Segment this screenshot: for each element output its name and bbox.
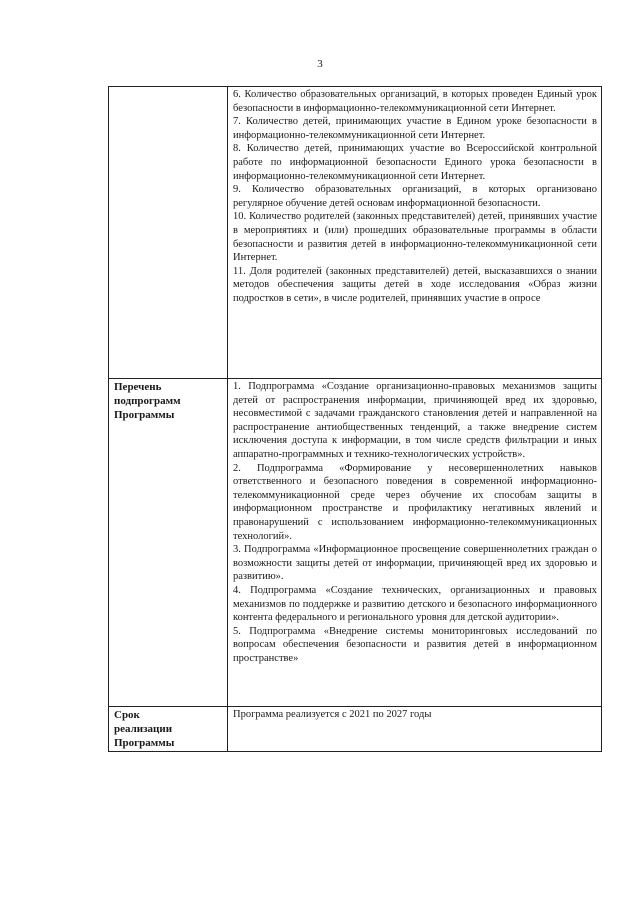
subprogram-item: 5. Подпрограмма «Внедрение системы мониторинговых исследований по вопросам обеспечения безопасности и развития детей в информационном пространстве» — [233, 625, 597, 664]
page-number: 3 — [317, 58, 323, 70]
label-line: Перечень — [114, 381, 162, 393]
table-row-subprograms — [109, 379, 602, 707]
row-content-term — [228, 707, 602, 752]
program-passport-table — [108, 86, 602, 752]
label-line: Срок — [114, 709, 140, 721]
label-line: Программы — [114, 737, 175, 749]
table-row-term — [109, 707, 602, 752]
row-label-subprograms — [109, 379, 228, 707]
term-text: Программа реализуется с 2021 по 2027 годы — [233, 709, 432, 720]
indicator-item: 8. Количество детей, принимающих участие во Всероссийской контрольной работе по информационной безопасности Единого урока безопасности в информационно-телекоммуникационной сети Интернет. — [233, 143, 597, 182]
row-content-subprograms — [228, 379, 602, 707]
subprogram-item: 2. Подпрограмма «Формирование у несовершеннолетних навыков ответственного и безопасного поведения в современной информационно-телекоммуникационной среде через обучение их способам защиты в информационном пространстве и профилактику негативных явлений и правонарушений с использованием информационно-телекоммуникационных технологий». — [233, 462, 597, 542]
indicator-item: 6. Количество образовательных организаций, в которых проведен Единый урок безопасности в информационно-телекоммуникационной сети Интернет. — [233, 89, 597, 114]
row-label-empty — [109, 87, 228, 379]
label-line: Программы — [114, 409, 175, 421]
indicator-item: 7. Количество детей, принимающих участие в Едином уроке безопасности в информационно-телекоммуникационной сети Интернет. — [233, 116, 597, 141]
indicator-item: 11. Доля родителей (законных представителей) детей, высказавшихся о знании методов обеспечения защиты детей в ходе исследования «Образ жизни подростков в сети», в числе родителей, принявших участие в опросе — [233, 265, 597, 304]
row-content-indicators — [228, 87, 602, 379]
indicator-item: 9. Количество образовательных организаций, в которых организовано регулярное обучение детей основам информационной безопасности. — [233, 184, 597, 209]
subprogram-item: 4. Подпрограмма «Создание технических, организационных и правовых механизмов по поддержке и развитию детского и безопасного информационного контента федерального и регионального уровня для детской аудитории». — [233, 584, 597, 624]
row-label-term — [109, 707, 228, 752]
label-line: подпрограмм — [114, 395, 181, 407]
table-row-indicators — [109, 87, 602, 379]
subprogram-item: 1. Подпрограмма «Создание организационно-правовых механизмов защиты детей от распространения информации, причиняющей вред их здоровью, несовместимой с задачами гражданского становления детей и направленной на распространение антиобщественных тенденций, а также внедрение систем исключения доступа к информации, в том числе средств фильтрации и иных аппаратно-программных и технико-технологических устройств». — [233, 381, 597, 460]
indicator-item: 10. Количество родителей (законных представителей) детей, принявших участие в мероприятиях и (или) прошедших образовательные программы в области безопасности и развития детей в информационно-телекоммуникационной сети Интернет. — [233, 211, 597, 264]
label-line: реализации — [114, 723, 173, 735]
subprogram-item: 3. Подпрограмма «Информационное просвещение совершеннолетних граждан о возможности защиты детей от информации, причиняющей вред их здоровью и развитию». — [233, 544, 597, 583]
